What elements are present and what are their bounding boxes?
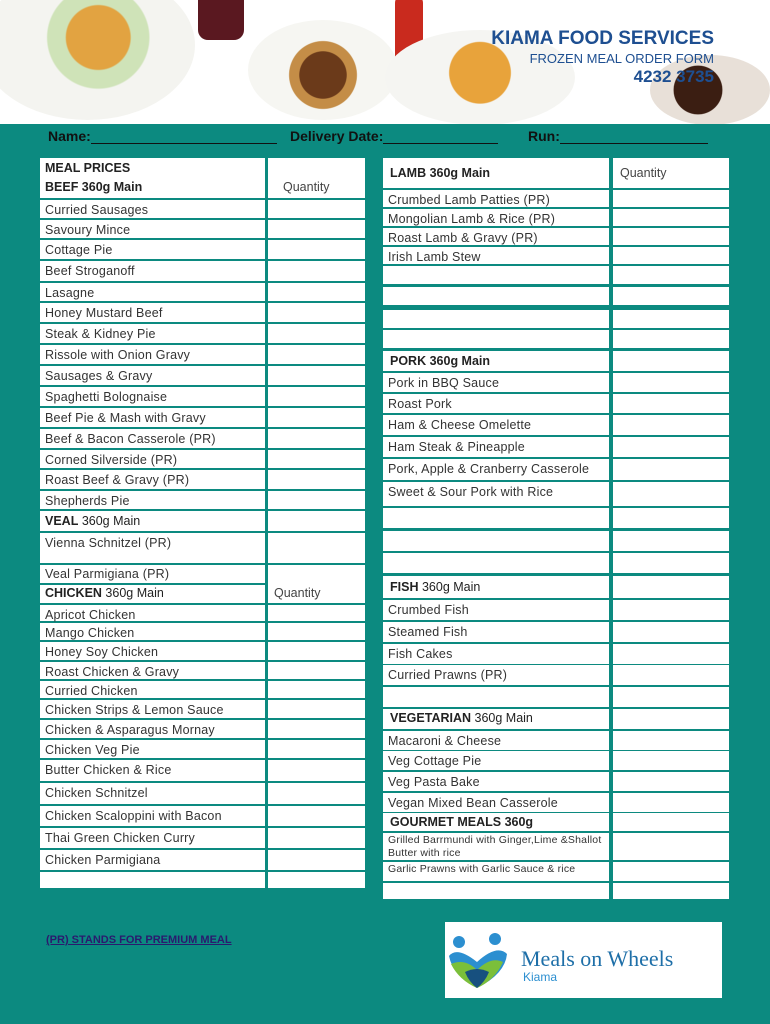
blank-row-cell — [383, 287, 609, 305]
blank-quantity-cell[interactable] — [613, 531, 729, 551]
beef-item-quantity-cell[interactable] — [268, 387, 365, 406]
gourmet-item: Grilled Barrmundi with Ginger,Lime &Shallot Butter with rice — [388, 834, 602, 859]
beef-quantity-label: Quantity — [283, 180, 330, 194]
beef-item-quantity-cell[interactable] — [268, 450, 365, 468]
chicken-item-quantity-cell[interactable] — [268, 605, 365, 621]
phone-number: 4232 3735 — [633, 67, 714, 86]
logo-place: Kiama — [523, 970, 558, 984]
pork-item: Pork in BBQ Sauce — [388, 376, 500, 390]
beef-item: Corned Silverside (PR) — [45, 453, 178, 467]
run-field[interactable] — [528, 128, 708, 144]
veal-bold: VEAL — [45, 514, 79, 528]
chicken-item-quantity-cell[interactable] — [268, 783, 365, 804]
veg-item: Veg Cottage Pie — [388, 754, 482, 768]
chicken-item: Chicken Parmigiana — [45, 853, 161, 867]
lamb-item: Irish Lamb Stew — [388, 250, 481, 264]
chicken-item-quantity-cell[interactable] — [268, 720, 365, 738]
chicken-item-quantity-cell[interactable] — [268, 760, 365, 781]
veg-item: Veg Pasta Bake — [388, 775, 480, 789]
blank-quantity-cell[interactable] — [613, 508, 729, 528]
pork-item: Ham Steak & Pineapple — [388, 440, 525, 454]
chicken-item: Butter Chicken & Rice — [45, 763, 172, 777]
gourmet-item: Garlic Prawns with Garlic Sauce & rice — [388, 863, 576, 875]
pork-item-quantity-cell[interactable] — [613, 437, 729, 457]
beef-item: Roast Beef & Gravy (PR) — [45, 473, 190, 487]
chicken-item: Chicken Veg Pie — [45, 743, 140, 757]
pork-heading: PORK 360g Main — [390, 354, 491, 368]
beef-item: Beef Pie & Mash with Gravy — [45, 411, 206, 425]
blank-row-cell — [383, 310, 609, 328]
fish-rest: 360g Main — [418, 580, 481, 594]
fish-item: Fish Cakes — [388, 647, 453, 661]
chicken-heading — [45, 586, 164, 600]
veal-item: Veal Parmigiana (PR) — [45, 567, 170, 581]
beef-item: Shepherds Pie — [45, 494, 130, 508]
beef-item-quantity-cell[interactable] — [268, 283, 365, 301]
chicken-item: Thai Green Chicken Curry — [45, 831, 195, 845]
pork-item: Pork, Apple & Cranberry Casserole — [388, 462, 590, 476]
blank-quantity-cell[interactable] — [613, 287, 729, 305]
chicken-rest: 360g Main — [101, 586, 164, 600]
chicken-item-quantity-cell[interactable] — [268, 806, 365, 826]
chicken-item-quantity-cell[interactable] — [268, 700, 365, 718]
chicken-quantity-label: Quantity — [274, 586, 321, 600]
blank-quantity-cell[interactable] — [613, 266, 729, 284]
blank-row-cell — [383, 883, 609, 899]
beef-item-quantity-cell[interactable] — [268, 408, 365, 427]
veg-item-quantity-cell[interactable] — [613, 751, 729, 770]
blank-quantity-cell[interactable] — [613, 310, 729, 328]
header-banner — [0, 0, 770, 124]
pork-item: Ham & Cheese Omelette — [388, 418, 532, 432]
chicken-bold: CHICKEN — [45, 586, 102, 600]
chicken-item: Mango Chicken — [45, 626, 135, 640]
beef-item-quantity-cell[interactable] — [268, 429, 365, 448]
fish-bold: FISH — [390, 580, 419, 594]
run-line — [560, 132, 708, 144]
beef-item: Savoury Mince — [45, 223, 131, 237]
chicken-item: Roast Chicken & Gravy — [45, 665, 180, 679]
fish-item-quantity-cell[interactable] — [613, 600, 729, 620]
veg-bold: VEGETARIAN — [390, 711, 472, 725]
veg-item-quantity-cell[interactable] — [613, 731, 729, 750]
chicken-item-quantity-cell[interactable] — [268, 681, 365, 698]
veg-quantity-header-cell — [613, 709, 729, 729]
veg-item-quantity-cell[interactable] — [613, 793, 729, 812]
pork-item-quantity-cell[interactable] — [613, 394, 729, 413]
pork-item: Roast Pork — [388, 397, 452, 411]
beef-item-quantity-cell[interactable] — [268, 491, 365, 509]
blank-quantity-cell[interactable] — [613, 883, 729, 899]
beef-item-quantity-cell[interactable] — [268, 324, 365, 343]
chicken-item-quantity-cell[interactable] — [268, 662, 365, 679]
blank-row-cell — [383, 508, 609, 528]
veal-item: Vienna Schnitzel (PR) — [45, 536, 172, 550]
fish-item: Crumbed Fish — [388, 603, 469, 617]
name-line — [91, 132, 277, 144]
veg-item: Macaroni & Cheese — [388, 734, 502, 748]
lamb-quantity-label: Quantity — [620, 166, 667, 180]
beef-item: Lasagne — [45, 286, 95, 300]
beef-item: Honey Mustard Beef — [45, 306, 163, 320]
premium-note: (PR) STANDS FOR PREMIUM MEAL — [46, 934, 232, 946]
roast-plate — [248, 20, 398, 120]
veal-heading — [45, 514, 140, 528]
logo-name: Meals on Wheels — [521, 946, 674, 971]
lamb-item-quantity-cell[interactable] — [613, 247, 729, 264]
veal-rest: 360g Main — [78, 514, 141, 528]
chicken-item-quantity-cell[interactable] — [268, 623, 365, 640]
lamb-item: Crumbed Lamb Patties (PR) — [388, 193, 551, 207]
chicken-item-quantity-cell[interactable] — [268, 740, 365, 758]
beef-item-quantity-cell[interactable] — [268, 220, 365, 238]
gourmet-quantity-header-cell — [613, 813, 729, 831]
beef-item: Cottage Pie — [45, 243, 113, 257]
beef-item-quantity-cell[interactable] — [268, 303, 365, 322]
veg-item-quantity-cell[interactable] — [613, 772, 729, 791]
lamb-item-quantity-cell[interactable] — [613, 228, 729, 245]
blank-row-cell — [383, 553, 609, 573]
delivery-label: Delivery Date: — [290, 128, 384, 144]
beef-item-quantity-cell[interactable] — [268, 261, 365, 281]
chicken-item: Chicken Scaloppini with Bacon — [45, 809, 222, 823]
gourmet-item-quantity-cell[interactable] — [613, 833, 729, 860]
blank-row-cell — [383, 531, 609, 551]
beef-item-quantity-cell[interactable] — [268, 200, 365, 218]
pork-item-quantity-cell[interactable] — [613, 459, 729, 480]
blank-row-cell — [383, 687, 609, 707]
blank-row-cell — [383, 330, 609, 348]
delivery-date-field[interactable] — [290, 128, 498, 144]
beef-item: Beef Stroganoff — [45, 264, 135, 278]
fish-chips-plate — [0, 0, 195, 120]
fish-item-quantity-cell[interactable] — [613, 622, 729, 642]
pork-item-quantity-cell[interactable] — [613, 482, 729, 506]
beef-item-quantity-cell[interactable] — [268, 345, 365, 364]
fish-item: Curried Prawns (PR) — [388, 668, 508, 682]
name-field[interactable] — [48, 128, 277, 144]
delivery-line — [383, 132, 498, 144]
company-title: KIAMA FOOD SERVICES — [491, 28, 714, 49]
veg-rest: 360g Main — [471, 711, 533, 725]
fish-heading — [390, 580, 480, 594]
blank-quantity-cell[interactable] — [613, 553, 729, 573]
chicken-item-quantity-cell[interactable] — [268, 850, 365, 870]
beef-item: Beef & Bacon Casserole (PR) — [45, 432, 216, 446]
chicken-item: Apricot Chicken — [45, 608, 136, 622]
lamb-item-quantity-cell[interactable] — [613, 190, 729, 207]
lamb-item-quantity-cell[interactable] — [613, 209, 729, 226]
blank-row-cell — [383, 266, 609, 284]
pork-item-quantity-cell[interactable] — [613, 373, 729, 392]
chicken-item-quantity-cell[interactable] — [268, 642, 365, 660]
name-label: Name: — [48, 128, 91, 144]
blank-row-cell — [40, 872, 265, 888]
beef-item-quantity-cell[interactable] — [268, 240, 365, 259]
vegetarian-heading — [390, 711, 533, 725]
lamb-item: Roast Lamb & Gravy (PR) — [388, 231, 538, 245]
beef-item-quantity-cell[interactable] — [268, 366, 365, 385]
wine-glass — [198, 0, 244, 40]
chicken-item: Curried Chicken — [45, 684, 138, 698]
fish-item: Steamed Fish — [388, 625, 468, 639]
fish-quantity-header-cell — [613, 576, 729, 598]
blank-quantity-cell[interactable] — [613, 687, 729, 707]
beef-item-quantity-cell[interactable] — [268, 470, 365, 489]
beef-item: Curried Sausages — [45, 203, 149, 217]
gourmet-item-quantity-cell[interactable] — [613, 862, 729, 881]
chicken-item: Chicken Schnitzel — [45, 786, 148, 800]
beef-item: Steak & Kidney Pie — [45, 327, 156, 341]
veal-item-quantity-cell[interactable] — [268, 533, 365, 563]
beef-item: Rissole with Onion Gravy — [45, 348, 191, 362]
lamb-item: Mongolian Lamb & Rice (PR) — [388, 212, 556, 226]
form-title: FROZEN MEAL ORDER FORM — [529, 51, 714, 66]
lamb-heading: LAMB 360g Main — [390, 166, 491, 180]
chicken-item: Chicken & Asparagus Mornay — [45, 723, 215, 737]
meals-on-wheels-logo — [445, 922, 722, 998]
beef-item: Sausages & Gravy — [45, 369, 153, 383]
blank-quantity-cell[interactable] — [268, 872, 365, 888]
veal-quantity-header-cell — [268, 511, 365, 531]
chicken-item: Chicken Strips & Lemon Sauce — [45, 703, 224, 717]
meal-prices-heading: MEAL PRICES — [45, 161, 131, 175]
pork-item: Sweet & Sour Pork with Rice — [388, 485, 554, 499]
run-label: Run: — [528, 128, 560, 144]
beef-item: Spaghetti Bolognaise — [45, 390, 168, 404]
veg-item: Vegan Mixed Bean Casserole — [388, 796, 558, 810]
fish-item-quantity-cell[interactable] — [613, 644, 729, 664]
chicken-item: Honey Soy Chicken — [45, 645, 159, 659]
chicken-item-quantity-cell[interactable] — [268, 828, 365, 848]
pork-quantity-header-cell — [613, 351, 729, 371]
beef-heading: BEEF 360g Main — [45, 180, 143, 194]
gourmet-heading: GOURMET MEALS 360g — [390, 815, 534, 829]
fish-item-quantity-cell[interactable] — [613, 665, 729, 685]
pork-item-quantity-cell[interactable] — [613, 415, 729, 435]
blank-quantity-cell[interactable] — [613, 330, 729, 348]
